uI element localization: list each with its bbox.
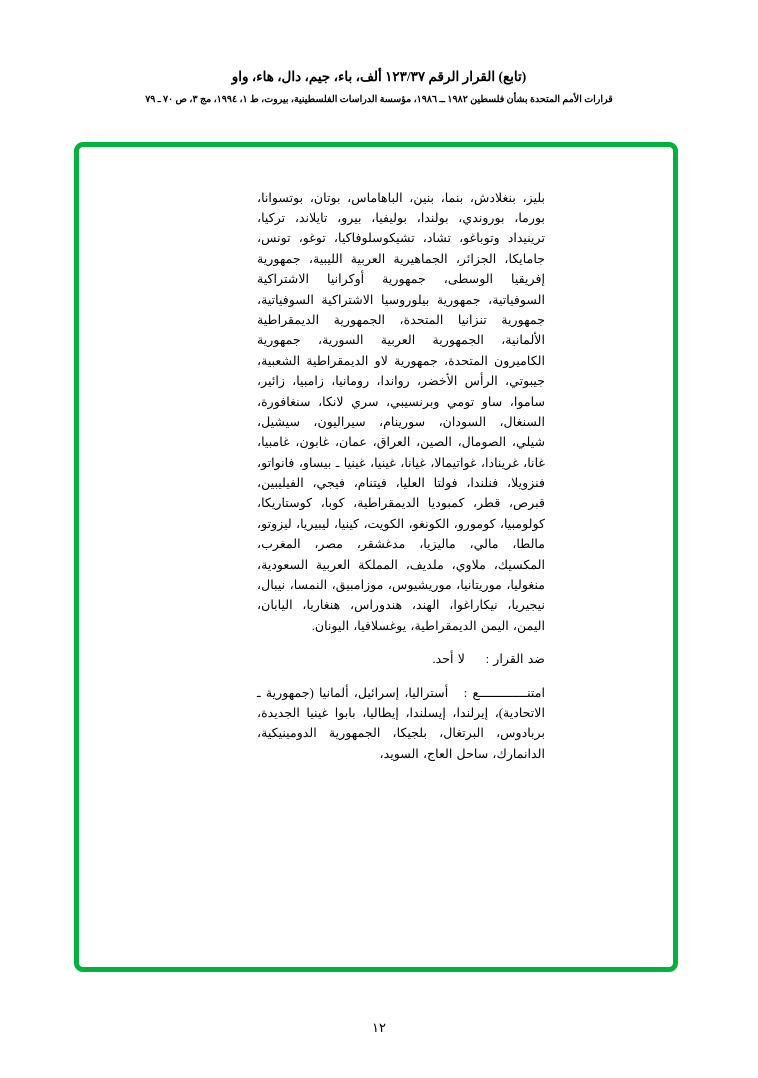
page-header [0, 68, 758, 107]
abstentions-label: امتنـــــــــــــع : [463, 685, 545, 700]
document-source-line: قرارات الأمم المتحدة بشأن فلسطين ١٩٨٢ ــ ١٩٨٦، مؤسسة الدراسات الفلسطينية، بيروت، ط ١، ١٩٩٤، مج ٣، ص ٧٠ ـ ٧٩ [145, 94, 613, 105]
page-number: ١٢ [372, 1020, 386, 1035]
content-frame [74, 142, 678, 972]
paragraph-countries-for-list: بليز، بنغلادش، بنما، بنين، الباهاماس، بوتان، بوتسوانا، بورما، بوروندي، بولندا، بوليفيا، بيرو، تايلاند، تركيا، ترينيداد وتوباغو، تشاد، تشيكوسلوفاكيا، توغو، تونس، جامايكا، الجزائر، الجماهيرية العربية الليبية، جمهورية إفريقيا الوسطى، جمهورية أوكرانيا الاشتراكية السوفياتية، جمهورية بيلوروسيا الاشتراكية السوفياتية، جمهورية تنزانيا المتحدة، الجمهورية الديمقراطية الألمانية، الجمهورية العربية السورية، جمهورية الكاميرون المتحدة، جمهورية لاو الديمقراطية الشعبية، جيبوتي، الرأس الأخضر، رواندا، رومانيا، زامبيا، زائير، ساموا، ساو تومي وبرنسيبي، سري لانكا، سنغافورة، السنغال، السودان، سورينام، سيراليون، سيشيل، شيلي، الصومال، الصين، العراق، عمان، غابون، غامبيا، غانا، غرينادا، غواتيمالا، غيانا، غينيا، غينيا ـ بيساو، فانواتو، فنزويلا، فنلندا، فولتا العليا، فيتنام، فيجي، الفيليبين، قبرص، قطر، كمبوديا الديمقراطية، كوبا، كوستاريكا، كولومبيا، كومورو، الكونغو، الكويت، كينيا، ليبيريا، ليزوتو، مالطا، مالي، ماليزيا، مدغشقر، مصر، المغرب، المكسيك، ملاوي، ملديف، المملكة العربية السعودية، منغوليا، موريتانيا، موريشيوس، موزامبيق، النمسا، نيبال، نيجيريا، نيكاراغوا، الهند، هندوراس، هنغاريا، اليابان، اليمن، اليمن الديمقراطية، يوغسلافيا، اليونان. [257, 190, 545, 633]
body-column [257, 175, 545, 777]
against-value: لا أحد. [432, 652, 465, 667]
abstentions-value: أستراليا، إسرائيل، ألمانيا (جمهورية ـ الاتحادية)، إيرلندا، إيسلندا، إيطاليا، بابوا غينيا الجديدة، بربادوس، البرتغال، بلجيكا، الجمهورية الدومينيكية، الدانمارك، ساحل العاج، السويد، [257, 685, 545, 761]
document-title: (تابع) القرار الرقم ١٢٣/٣٧ ألف، باء، جيم، دال، هاء، واو [231, 69, 527, 84]
against-label: ضد القرار : [485, 652, 545, 667]
paragraph-abstentions [257, 683, 545, 765]
paragraph-against [257, 649, 545, 669]
